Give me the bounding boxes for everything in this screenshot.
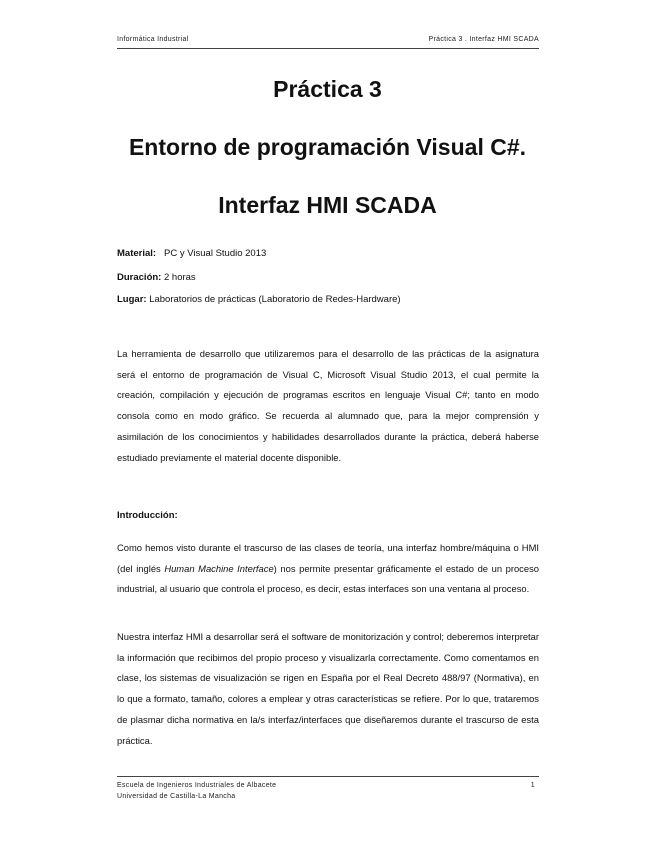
- meta-duracion: [117, 272, 196, 283]
- paragraph-hmi-definition: [117, 538, 539, 600]
- page-footer: [117, 776, 539, 802]
- para2-italic: Human Machine Interface: [164, 562, 274, 574]
- section-title-introduccion: Introducción:: [117, 510, 178, 521]
- page-header: [117, 36, 539, 49]
- footer-university: Universidad de Castilla-La Mancha: [117, 793, 236, 800]
- para2-after: ) nos permite presentar gráficamente el estado de un proceso industrial, al usuario que controla el proceso, es decir, estas interfaces son una ventana al proceso.: [117, 562, 539, 595]
- footer-school: Escuela de Ingenieros Industriales de Albacete: [117, 782, 277, 789]
- title-practice-number: Práctica 3: [273, 76, 382, 102]
- paragraph-hmi-software: Nuestra interfaz HMI a desarrollar será el software de monitorización y control; deberemos interpretar la información que recibimos del propio proceso y visualizarla correctamente. Como comentamos en clase, los sistemas de visualización se rigen en España por el Real Decreto 488/97 (Normativa), en lo que a formato, tamaño, colores a emplear y otras características se refiere. Por lo que, trataremos de plasmar dicha normativa en la/s interfaz/interfaces que diseñaremos durante el trascurso de esta práctica.: [117, 631, 539, 746]
- meta-lugar-value: Laboratorios de prácticas (Laboratorio de Redes-Hardware): [149, 294, 401, 305]
- meta-material: [117, 248, 266, 259]
- header-course: Informática Industrial: [117, 36, 189, 43]
- title-interface: Interfaz HMI SCADA: [218, 192, 437, 218]
- page-number: 1: [530, 782, 535, 789]
- intro-paragraph: La herramienta de desarrollo que utilizaremos para el desarrollo de las prácticas de la asignatura será el entorno de programación de Visual C, Microsoft Visual Studio 2013, el cual permite la creación, compilación y ejecución de programas escritos en lenguaje Visual C#; tanto en modo consola como en modo gráfico. Se recuerda al alumnado que, para la mejor comprensión y asimilación de los conocimientos y habilidades desarrollados durante la práctica, deberá haberse estudiado previamente el material docente disponible.: [117, 348, 539, 463]
- meta-lugar: [117, 294, 401, 305]
- meta-duracion-label: Duración:: [117, 272, 162, 283]
- meta-material-value: PC y Visual Studio 2013: [164, 248, 267, 259]
- meta-duracion-value: 2 horas: [163, 272, 196, 283]
- meta-lugar-label: Lugar:: [117, 294, 147, 305]
- meta-material-label: Material:: [117, 248, 157, 259]
- para2-before: Como hemos visto durante el trascurso de las clases de teoría, una interfaz hombre/máquina o HMI (del inglés: [117, 542, 539, 574]
- title-environment: Entorno de programación Visual C#.: [128, 134, 527, 160]
- header-practice: Práctica 3 . Interfaz HMI SCADA: [428, 36, 539, 43]
